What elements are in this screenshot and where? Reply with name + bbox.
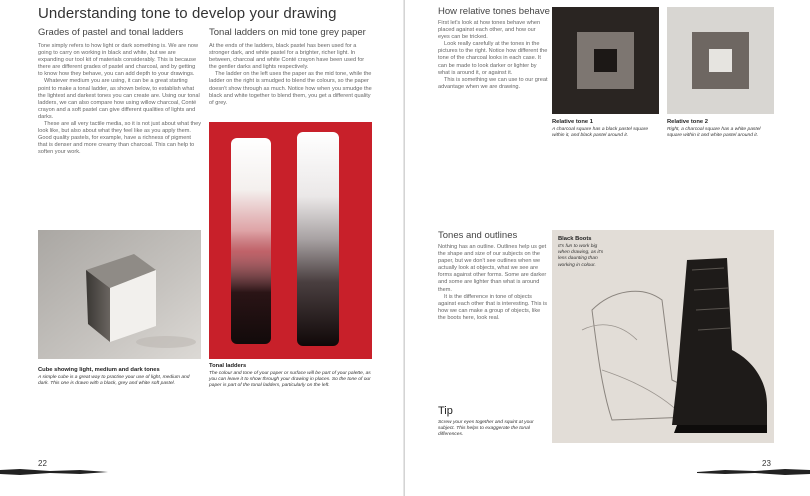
relative-paragraph-1: First let's look at how tones behave when placed against each other, and how our eyes can be tricked. bbox=[438, 20, 541, 41]
tones-outlines-body bbox=[438, 244, 548, 322]
right-page bbox=[405, 0, 810, 496]
ladder-caption-title: Tonal ladders bbox=[209, 363, 247, 369]
page-number-right: 23 bbox=[762, 459, 771, 468]
grades-paragraph-3: These are all very tactile media, so it is not just about what they look like, but also about what they feel like as you apply them. Good quality pastels, for example, have a richness of pigment that is denser and more creamy than charcoal. This can help to soften your work. bbox=[38, 121, 202, 156]
relative-tone-1-image bbox=[552, 7, 659, 114]
tonal-ladders-body bbox=[209, 43, 372, 107]
tonal-paragraph-2: The ladder on the left uses the paper as the mid tone, while the ladder on the right is smudged to blend the colours, so the paper doesn't show through as much. Notice how when you smudge the black and white together to blend them, you get a different quality of grey. bbox=[209, 71, 372, 106]
tip-text: Screw your eyes together and squint at your subject. This helps to exaggerate the tonal differences. bbox=[438, 420, 534, 438]
brush-stroke-right bbox=[695, 468, 810, 476]
relative-tone-1-title: Relative tone 1 bbox=[552, 119, 593, 125]
grades-paragraph-2: Whatever medium you are using, it can be a great starting point to make a tonal ladder, as shown below, to establish what the lightest and darkest tones you can create are. Using our tonal ladders, we can also compare how using willow charcoal, Conté crayon and a soft pastel can give different qualities of lights and darks. bbox=[38, 78, 200, 120]
grades-body bbox=[38, 43, 201, 157]
outlines-paragraph-1: Nothing has an outline. Outlines help us get the shape and size of our subjects on the paper, but we don't see outlines when we actually look at objects, what we see are forms against other forms. Some are darker and some are lighter than what is around them. bbox=[438, 244, 547, 293]
page-number-left: 22 bbox=[38, 459, 47, 468]
relative-paragraph-3: This is something we can use to our great advantage when we are drawing. bbox=[438, 76, 548, 90]
relative-tone-2-image bbox=[667, 7, 774, 114]
grades-heading: Grades of pastel and tonal ladders bbox=[38, 27, 184, 38]
relative-tone-1-text: A charcoal square has a black pastel square within it, and black pastel around it. bbox=[552, 127, 649, 139]
outlines-paragraph-2: It is the difference in tone of objects against each other that is interesting. This is how we can make a group of objects, like the boots here, look real. bbox=[438, 293, 548, 321]
cube-caption-title: Cube showing light, medium and dark tones bbox=[38, 367, 160, 373]
tones-outlines-heading: Tones and outlines bbox=[438, 230, 518, 241]
ladder-caption-text: The colour and tone of your paper or surface will be part of your palette, as you can leave it to show through your drawing in places. So the tone of our paper is part of the tonal ladders, particularly on the left. bbox=[209, 371, 371, 389]
page-title: Understanding tone to develop your drawing bbox=[38, 5, 337, 22]
relative-tones-body bbox=[438, 20, 548, 91]
relative-tones-heading: How relative tones behave bbox=[438, 6, 550, 17]
relative-tone-2-text: Right, a charcoal square has a white pastel square within it and white pastel around it. bbox=[667, 127, 761, 139]
black-boots-text: It's fun to work big when drawing, as it's less daunting than working in colour. bbox=[558, 244, 604, 268]
tip-title: Tip bbox=[438, 405, 453, 417]
tonal-ladders-image bbox=[209, 122, 372, 359]
grades-paragraph-1: Tone simply refers to how light or dark something is. We are now going to carry on working in black and white, but we are expanding our tool kit of materials considerably. This is because there are different grades of pastel and charcoal, and by getting to know how they behave, you can add depth to your drawings. bbox=[38, 43, 199, 78]
tonal-ladders-heading: Tonal ladders on mid tone grey paper bbox=[209, 27, 366, 38]
relative-paragraph-2: Look really carefully at the tones in the pictures to the right. Notice how different the tone of the charcoal looks in each case. It can be made to look darker or lighter by what is around it, or against it. bbox=[438, 41, 548, 76]
relative-tone-2-title: Relative tone 2 bbox=[667, 119, 708, 125]
cube-caption-text: A simple cube is a great way to practise your use of light, medium and dark. This one is drawn with a black, grey and white soft pastel. bbox=[38, 375, 190, 387]
black-boots-title: Black Boots bbox=[558, 236, 592, 242]
cube-image bbox=[38, 230, 201, 359]
brush-stroke-left bbox=[0, 468, 110, 476]
tonal-paragraph-1: At the ends of the ladders, black pastel has been used for a stronger dark, and white pastel for a brighter, richer light. In between, charcoal and white Conté crayon have been used for the gentler darks and lights respectively. bbox=[209, 43, 365, 71]
